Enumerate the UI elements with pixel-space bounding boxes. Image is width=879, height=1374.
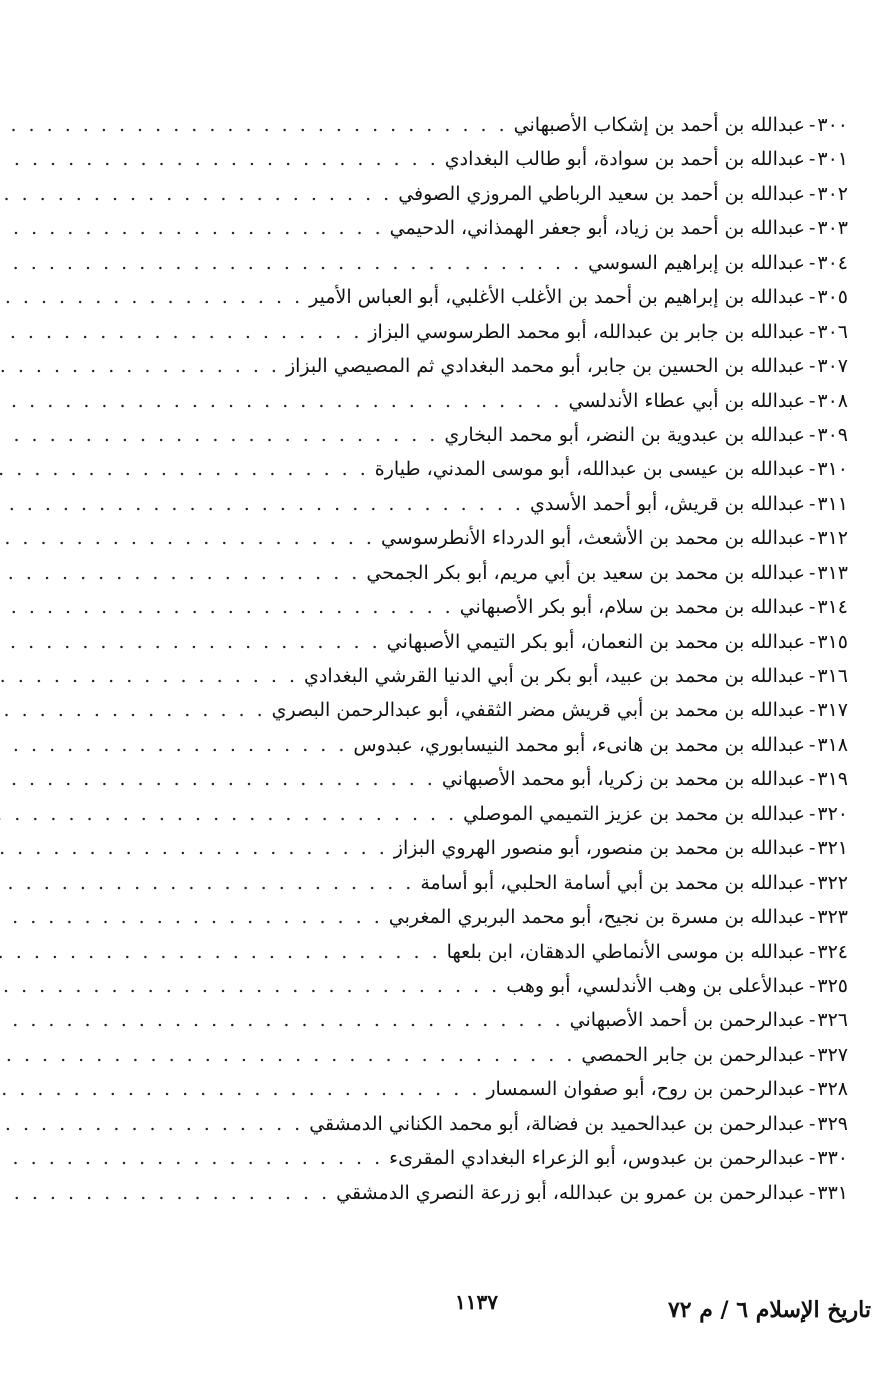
entry-title: عبدالله بن محمد بن سعيد بن أبي مريم، أبو بكر الجمحي xyxy=(366,561,805,584)
toc-entry xyxy=(122,831,848,865)
toc-entry xyxy=(122,762,848,796)
toc-entry xyxy=(122,280,848,314)
toc-entry xyxy=(122,349,848,383)
entry-number: ٣٠٣ xyxy=(817,217,848,240)
entry-dash: - xyxy=(808,1112,816,1135)
dot-leader xyxy=(0,659,304,693)
entry-dash: - xyxy=(808,458,816,481)
entry-dash: - xyxy=(808,1078,816,1101)
entry-dash: - xyxy=(808,114,816,136)
entry-number: ٣٣١ xyxy=(817,1181,848,1204)
toc-entry xyxy=(122,1038,848,1072)
toc-entry xyxy=(122,1141,848,1175)
toc-entry xyxy=(122,108,848,142)
dot-leader xyxy=(0,1141,389,1175)
entry-number: ٣٠٢ xyxy=(817,182,848,205)
toc-entry xyxy=(122,384,848,418)
entry-number: ٣٠٧ xyxy=(817,355,848,378)
entry-number: ٣٠٤ xyxy=(817,251,848,274)
entry-number: ٣١٥ xyxy=(817,630,848,653)
table-of-contents xyxy=(122,108,848,1210)
toc-entry xyxy=(122,211,848,245)
entry-title: عبدالله بن أبي عطاء الأندلسي xyxy=(568,389,805,412)
dot-leader xyxy=(0,280,309,314)
page-number: ١١٣٧ xyxy=(455,1290,498,1314)
dot-leader xyxy=(0,969,506,1003)
entry-number: ٣٢٢ xyxy=(817,871,848,894)
entry-dash: - xyxy=(808,1181,816,1204)
entry-number: ٣٢٩ xyxy=(817,1112,848,1135)
entry-number: ٣١٣ xyxy=(817,561,848,584)
dot-leader xyxy=(0,590,460,624)
entry-title: عبدالأعلى بن وهب الأندلسي، أبو وهب xyxy=(506,974,805,997)
dot-leader xyxy=(0,900,389,934)
entry-dash: - xyxy=(808,355,816,378)
entry-title: عبدالله بن محمد بن عبيد، أبو بكر بن أبي الدنيا القرشي البغدادي xyxy=(303,665,805,687)
entry-title: عبدالله بن جابر بن عبدالله، أبو محمد الطرسوسي البزاز xyxy=(368,320,805,343)
entry-dash: - xyxy=(808,1147,816,1170)
dot-leader xyxy=(0,349,286,383)
toc-entry xyxy=(122,1176,848,1210)
entry-title: عبدالله بن محمد بن منصور، أبو منصور الهروي البزاز xyxy=(393,837,805,860)
entry-number: ٣١٤ xyxy=(817,596,848,619)
entry-dash: - xyxy=(808,733,816,756)
dot-leader xyxy=(0,487,530,521)
entry-number: ٣١٦ xyxy=(817,665,848,687)
toc-entry xyxy=(122,659,848,693)
dot-leader xyxy=(0,762,442,796)
toc-entry xyxy=(122,521,848,555)
entry-title: عبدالرحمن بن روح، أبو صفوان السمسار xyxy=(486,1078,805,1101)
entry-title: عبدالرحمن بن عبدوس، أبو الزعراء البغدادي المقرىء xyxy=(389,1147,805,1170)
entry-dash: - xyxy=(808,699,816,722)
entry-dash: - xyxy=(808,837,816,860)
entry-number: ٣٠٩ xyxy=(817,423,848,446)
toc-entry xyxy=(122,177,848,211)
entry-number: ٣٢٧ xyxy=(817,1043,848,1066)
entry-title: عبدالله بن محمد بن عزيز التميمي الموصلي xyxy=(463,802,805,825)
entry-title: عبدالله بن محمد بن أبي أسامة الحلبي، أبو أسامة xyxy=(420,871,805,894)
dot-leader xyxy=(0,177,398,211)
entry-title: عبدالله بن محمد بن أبي قريش مضر الثقفي، أبو عبدالرحمن البصري xyxy=(271,699,805,722)
toc-entry xyxy=(122,487,848,521)
entry-number: ٣١٠ xyxy=(817,458,848,481)
dot-leader xyxy=(0,1038,581,1072)
dot-leader xyxy=(0,452,375,486)
dot-leader xyxy=(0,935,447,969)
entry-number: ٣٣٠ xyxy=(817,1147,848,1170)
entry-number: ٣١٢ xyxy=(817,527,848,550)
dot-leader xyxy=(0,1003,570,1037)
entry-number: ٣٠١ xyxy=(817,148,848,171)
dot-leader xyxy=(0,1107,309,1141)
toc-entry xyxy=(122,556,848,590)
entry-dash: - xyxy=(808,286,816,309)
entry-title: عبدالله بن موسى الأنماطي الدهقان، ابن بلعها xyxy=(446,940,805,963)
entry-title: عبدالله بن إبراهيم السوسي xyxy=(588,251,805,274)
entry-title: عبدالله بن محمد بن سلام، أبو بكر الأصبهاني xyxy=(459,596,805,619)
dot-leader xyxy=(0,418,444,452)
dot-leader xyxy=(0,1176,336,1210)
entry-dash: - xyxy=(808,320,816,343)
dot-leader xyxy=(0,521,381,555)
entry-dash: - xyxy=(808,492,816,515)
entry-dash: - xyxy=(808,423,816,446)
entry-title: عبدالله بن أحمد بن زياد، أبو جعفر الهمذاني، الدحيمي xyxy=(389,217,805,240)
entry-title: عبدالله بن قريش، أبو أحمد الأسدي xyxy=(529,492,805,515)
entry-title: عبدالله بن إبراهيم بن أحمد بن الأغلب الأغلبي، أبو العباس الأمير xyxy=(309,286,805,309)
dot-leader xyxy=(0,728,353,762)
entry-number: ٣١٨ xyxy=(817,733,848,756)
entry-title: عبدالرحمن بن أحمد الأصبهاني xyxy=(569,1009,805,1032)
toc-entry xyxy=(122,590,848,624)
dot-leader xyxy=(0,1072,486,1106)
entry-number: ٣٢٠ xyxy=(817,802,848,825)
toc-entry xyxy=(122,728,848,762)
entry-number: ٣٢٥ xyxy=(817,974,848,997)
entry-dash: - xyxy=(808,871,816,894)
entry-number: ٣١٩ xyxy=(817,768,848,791)
dot-leader xyxy=(0,384,568,418)
toc-entry xyxy=(122,1107,848,1141)
dot-leader xyxy=(0,315,368,349)
entry-dash: - xyxy=(808,630,816,653)
toc-entry xyxy=(122,418,848,452)
entry-dash: - xyxy=(808,182,816,205)
entry-title: عبدالرحمن بن جابر الحمصي xyxy=(581,1043,805,1066)
toc-entry xyxy=(122,246,848,280)
entry-title: عبدالله بن أحمد بن إشكاب الأصبهاني xyxy=(513,114,805,136)
entry-title: عبدالله بن محمد بن زكريا، أبو محمد الأصبهاني xyxy=(441,768,805,791)
entry-number: ٣٠٦ xyxy=(817,320,848,343)
entry-number: ٣٢٣ xyxy=(817,906,848,929)
entry-dash: - xyxy=(808,1009,816,1032)
entry-title: عبدالله بن مسرة بن نجيح، أبو محمد البربري المغربي xyxy=(388,906,805,929)
toc-entry xyxy=(122,1003,848,1037)
entry-dash: - xyxy=(808,1043,816,1066)
dot-leader xyxy=(0,246,588,280)
entry-number: ٣٠٨ xyxy=(817,389,848,412)
entry-title: عبدالله بن محمد بن النعمان، أبو بكر التيمي الأصبهاني xyxy=(386,630,805,653)
entry-title: عبدالله بن الحسين بن جابر، أبو محمد البغدادي ثم المصيصي البزاز xyxy=(285,355,805,378)
dot-leader xyxy=(0,797,463,831)
entry-number: ٣١٧ xyxy=(817,699,848,722)
entry-dash: - xyxy=(808,251,816,274)
dot-leader xyxy=(0,142,445,176)
toc-entry xyxy=(122,315,848,349)
entry-dash: - xyxy=(808,527,816,550)
dot-leader xyxy=(0,625,387,659)
toc-entry xyxy=(122,866,848,900)
entry-title: عبدالله بن أحمد بن سوادة، أبو طالب البغدادي xyxy=(444,148,805,171)
entry-number: ٣٠٠ xyxy=(817,114,848,136)
entry-number: ٣١١ xyxy=(817,492,848,515)
toc-entry xyxy=(122,935,848,969)
entry-title: عبدالله بن عيسى بن عبدالله، أبو موسى المدني، طيارة xyxy=(374,458,805,481)
dot-leader xyxy=(0,556,366,590)
dot-leader xyxy=(0,108,514,142)
entry-dash: - xyxy=(808,974,816,997)
entry-title: عبدالرحمن بن عبدالحميد بن فضالة، أبو محمد الكناني الدمشقي xyxy=(309,1112,805,1135)
toc-entry xyxy=(122,900,848,934)
entry-number: ٣٢٨ xyxy=(817,1078,848,1101)
entry-dash: - xyxy=(808,389,816,412)
entry-number: ٣٢٦ xyxy=(817,1009,848,1032)
toc-entry xyxy=(122,969,848,1003)
entry-dash: - xyxy=(808,561,816,584)
entry-title: عبدالله بن عبدوية بن النضر، أبو محمد البخاري xyxy=(444,423,805,446)
toc-entry xyxy=(122,1072,848,1106)
dot-leader xyxy=(0,866,420,900)
entry-title: عبدالله بن أحمد بن سعيد الرباطي المروزي الصوفي xyxy=(398,182,805,205)
entry-dash: - xyxy=(808,148,816,171)
entry-dash: - xyxy=(808,802,816,825)
dot-leader xyxy=(0,693,272,727)
toc-entry xyxy=(122,693,848,727)
entry-dash: - xyxy=(808,665,816,687)
entry-dash: - xyxy=(808,906,816,929)
entry-number: ٣٢١ xyxy=(817,837,848,860)
entry-dash: - xyxy=(808,768,816,791)
dot-leader xyxy=(0,831,394,865)
entry-dash: - xyxy=(808,940,816,963)
dot-leader xyxy=(0,211,390,245)
entry-title: عبدالرحمن بن عمرو بن عبدالله، أبو زرعة النصري الدمشقي xyxy=(336,1181,805,1204)
entry-title: عبدالله بن محمد بن هانىء، أبو محمد النيسابوري، عبدوس xyxy=(353,733,805,756)
toc-entry xyxy=(122,625,848,659)
toc-entry xyxy=(122,142,848,176)
entry-title: عبدالله بن محمد بن الأشعث، أبو الدرداء الأنطرسوسي xyxy=(380,527,805,550)
toc-entry xyxy=(122,452,848,486)
entry-dash: - xyxy=(808,217,816,240)
entry-dash: - xyxy=(808,596,816,619)
entry-number: ٣٠٥ xyxy=(817,286,848,309)
toc-entry xyxy=(122,797,848,831)
entry-number: ٣٢٤ xyxy=(817,940,848,963)
volume-signature: تاريخ الإسلام ٦ / م ٧٢ xyxy=(667,1297,871,1323)
